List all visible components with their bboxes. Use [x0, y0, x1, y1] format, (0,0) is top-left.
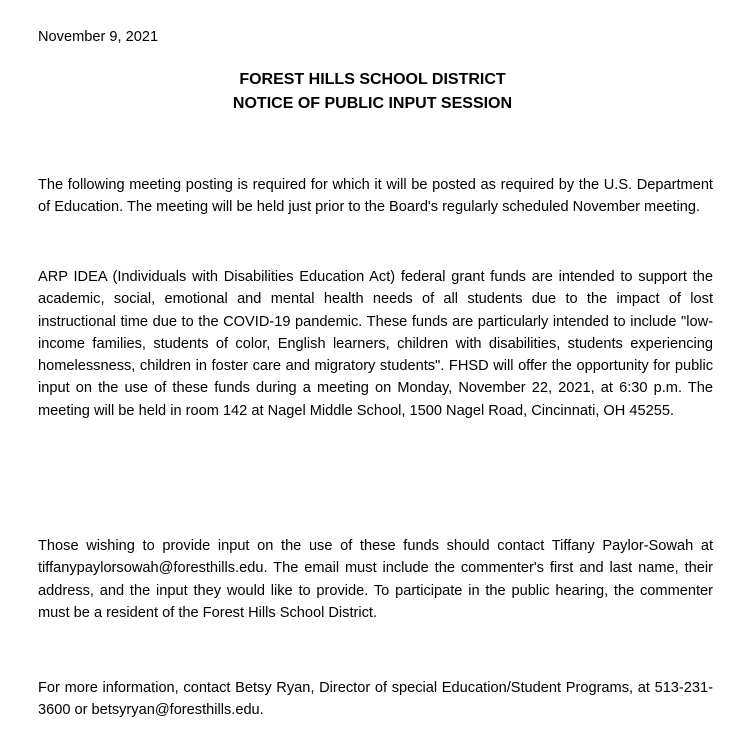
notice-date: November 9, 2021: [38, 29, 159, 45]
paragraph-more-information: For more information, contact Betsy Ryan, Director of special Education/Student Programs, at 513-231-3600 or betsyryan@foresthills.edu.: [38, 680, 713, 719]
title-notice: NOTICE OF PUBLIC INPUT SESSION: [232, 95, 513, 112]
title-district: FOREST HILLS SCHOOL DISTRICT: [239, 71, 506, 88]
paragraph-meeting-posting: The following meeting posting is required for which it will be posted as required by the U.S. Department of Education. The meeting will be held just prior to the Board's regularly scheduled November meeting.: [38, 177, 713, 216]
paragraph-arp-idea: ARP IDEA (Individuals with Disabilities Education Act) federal grant funds are intended to support the academic, social, emotional and mental health needs of all students due to the impact of lost instructional time due to the COVID-19 pandemic. These funds are particularly intended to include "low-income families, students of color, English learners, children with disabilities, students experiencing homelessness, children in foster care and migratory students". FHSD will offer the opportunity for public input on the use of these funds during a meeting on Monday, November 22, 2021, at 6:30 p.m. The meeting will be held in room 142 at Nagel Middle School, 1500 Nagel Road, Cincinnati, OH 45255.: [38, 269, 713, 419]
paragraph-contact-input: Those wishing to provide input on the use of these funds should contact Tiffany Paylor-Sowah at tiffanypaylorsowah@foresthills.edu. The email must include the commenter's first and last name, their address, and the input they would like to provide. To participate in the public hearing, the commenter must be a resident of the Forest Hills School District.: [38, 538, 713, 621]
